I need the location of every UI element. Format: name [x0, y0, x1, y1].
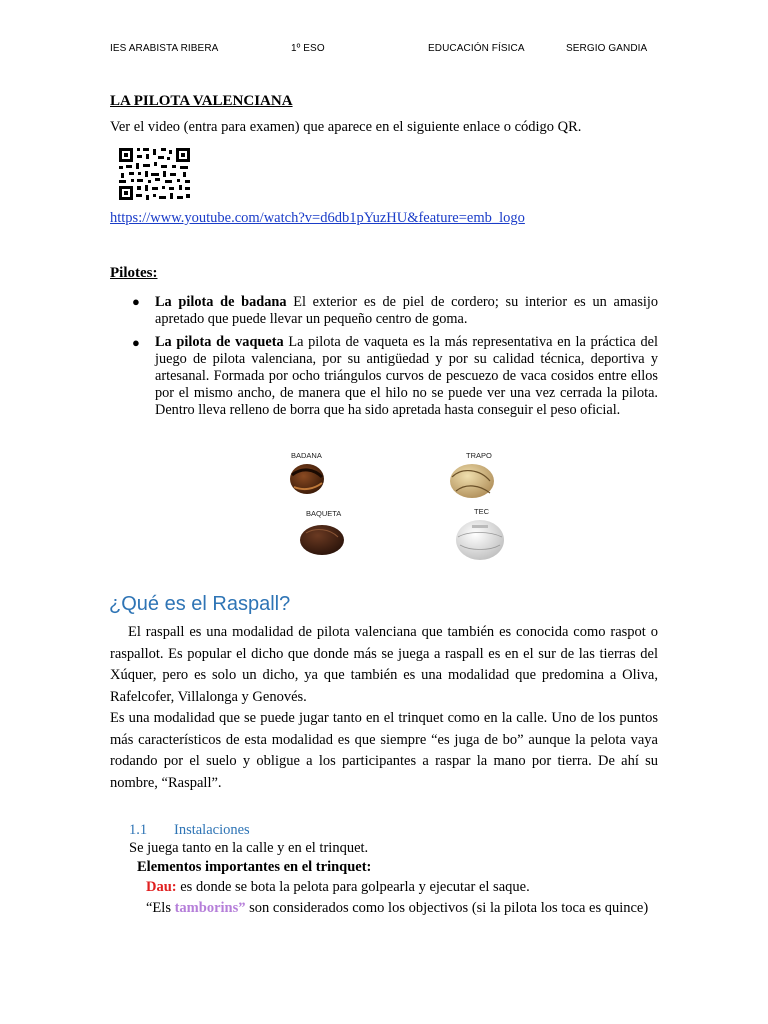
dau-line	[146, 879, 530, 896]
tamborins-line	[146, 899, 658, 918]
bullet-icon: ●	[132, 294, 140, 309]
raspall-heading: ¿Qué es el Raspall?	[109, 593, 291, 615]
ball-label-trapo: TRAPO	[466, 451, 492, 460]
raspall-paragraph-2: Es una modalidad que se puede jugar tanto en el trinquet como en la calle. Uno de los puntos más característicos de esta modalidad es que siempre “es juga de bo” aunque la pelota vaya rodando por el suelo y obligue a los participantes a raspar la mano por tierra. De ahí su nombre, “Raspall”.	[110, 710, 658, 791]
pilota-badana-text: El exterior es de piel de cordero; su interior es un amasijo apretado que puede llevar un pequeño centro de goma.	[155, 294, 658, 327]
pilota-vaqueta-text: La pilota de vaqueta es la más representativa en la práctica del juego de pilota valenciana, por su antigüedad y por su calidad técnica, deportiva y artesanal. Formada por ocho triángulos curvos de pescuezo de vaca cosidos entre ellos por el mismo ancho, de manera que el hilo no se puede ver una vez cerrada la pilota. Dentro lleva relleno de borra que ha sido apretada hasta conseguir el peso oficial.	[155, 334, 658, 418]
section-heading	[129, 822, 250, 839]
pilotes-heading: Pilotes:	[110, 265, 158, 281]
pilota-badana-term: La pilota de badana	[155, 294, 287, 310]
youtube-link[interactable]: https://www.youtube.com/watch?v=d6db1pYuzHU&feature=emb_logo	[110, 210, 525, 226]
ball-label-badana: BADANA	[291, 451, 322, 460]
intro-text: Ver el video (entra para examen) que aparece en el siguiente enlace o código QR.	[110, 119, 582, 135]
header-grade: 1º ESO	[291, 43, 325, 54]
elementos-heading: Elementos importantes en el trinquet:	[137, 859, 372, 875]
section-title: Instalaciones	[174, 822, 250, 838]
trapo-ball	[450, 464, 494, 498]
ball-label-baqueta: BAQUETA	[306, 509, 342, 518]
pilota-balls-image	[276, 447, 540, 563]
dau-term: Dau:	[146, 879, 177, 895]
tamborins-open: “Els	[146, 900, 175, 916]
header-subject: EDUCACIÓN FÍSICA	[428, 43, 525, 54]
qr-code-image[interactable]	[117, 146, 192, 202]
raspall-paragraph-1: El raspall es una modalidad de pilota valenciana que también es conocida como raspot o raspallot. Es popular el dicho que donde más se juega a raspall es en el sur de las tierras del Xúquer, pero es solo un dicho, ya que también es una modalidad que predomina a Oliva, Rafelcofer, Villalonga y Genovés.	[110, 624, 658, 705]
header-teacher: SERGIO GANDIA	[566, 43, 648, 54]
pilota-badana-item	[155, 294, 658, 328]
section-number: 1.1	[129, 822, 148, 838]
tamborins-text: son considerados como los objectivos (si la pilota los toca es quince)	[245, 900, 649, 916]
page-title: LA PILOTA VALENCIANA	[110, 93, 293, 109]
dau-text: es donde se bota la pelota para golpearla y ejecutar el saque.	[176, 879, 530, 895]
pilota-vaqueta-term: La pilota de vaqueta	[155, 334, 284, 350]
header-school: IES ARABISTA RIBERA	[110, 43, 219, 54]
pilota-vaqueta-item	[155, 334, 658, 419]
bullet-icon: ●	[132, 335, 140, 350]
tamborins-term: tamborins”	[174, 900, 246, 916]
ball-label-tec: TEC	[474, 507, 489, 516]
instalaciones-line: Se juega tanto en la calle y en el trinquet.	[129, 840, 369, 856]
